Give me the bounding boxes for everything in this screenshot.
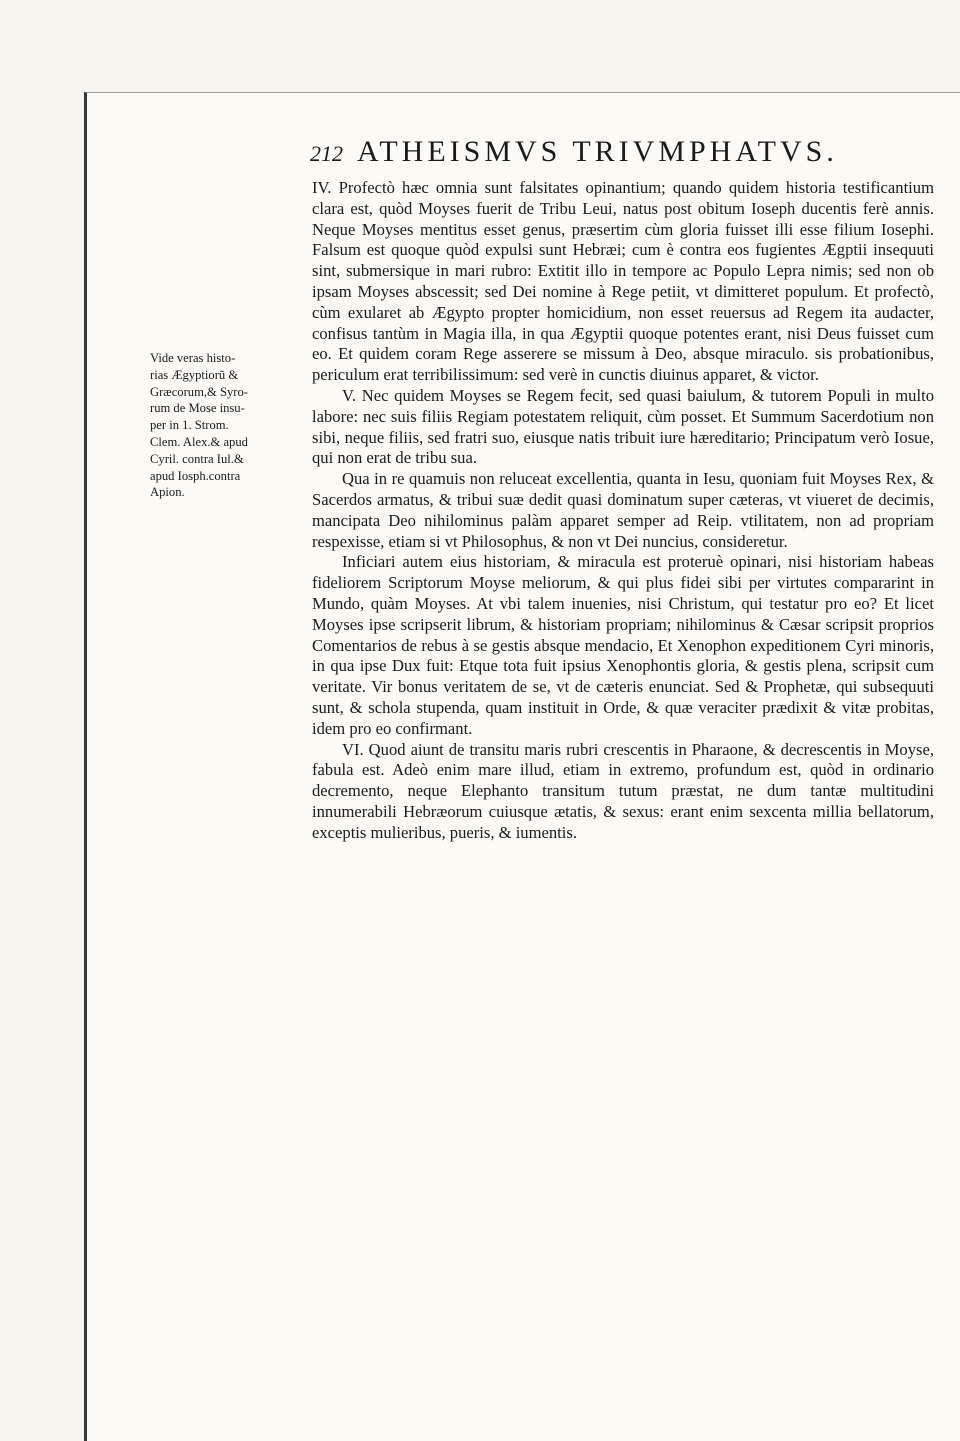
marginal-note-line: rias Ægyptiorũ & bbox=[150, 367, 239, 382]
marginal-note-line: Vide veras histo- bbox=[150, 351, 236, 365]
marginal-note-line: apud Iosph.contra bbox=[150, 468, 241, 483]
page-header bbox=[310, 135, 930, 175]
page-number: 212 bbox=[310, 141, 343, 166]
marginal-note-line: Apion. bbox=[150, 485, 185, 500]
marginal-note-line: rum de Mose insu- bbox=[150, 401, 245, 416]
paragraph-vi: VI. Quod aiunt de transitu maris rubri crescentis in Pharaone, & decrescentis in Moyse, fabula est. Adeò enim mare illud, etiam in extremo, profundum est, quòd in ordinario decremento, neque Elephanto transitum tutum præstat, ne dum tantæ multitudini innumerabili Hebræorum cuiusque ætatis, & sexus: erant enim sexcenta millia bellatorum, exceptis mulieribus, pueris, & iumentis. bbox=[312, 739, 934, 842]
running-title: ATHEISMVS TRIVMPHATVS. bbox=[357, 135, 838, 168]
paragraph: Qua in re quamuis non reluceat excellentia, quanta in Iesu, quoniam fuit Moyses Rex, & Sacerdos armatus, & tribui suæ dedit quasi dominatum super cæteras, vt viueret de decimis, mancipata Deo nihilominus palàm apparet semper ad Reip. vtilitatem, non ad propriam respexisse, etiam si vt Philosophus, & non vt Dei nuncius, consideretur. bbox=[312, 469, 934, 551]
marginal-note-line: Cyril. contra Iul.& bbox=[150, 451, 244, 466]
paragraph-iv: IV. Profectò hæc omnia sunt falsitates opinantium; quando quidem historia testificantium clara est, quòd Moyses fuerit de Tribu Leui, natus post obitum Ioseph ducentis ferè annis. Neque Moyses mentitus esset genus, præsertim cùm gloria fuisset illi esse filium Iosephi. Falsum est quoque quòd expulsi sunt Hebræi; cum è contra eos fugientes Ægptii insequuti sint, submersique in mari rubro: Extitit illo in tempore ac Populo Lepra nimis; sed non ob ipsam Moyses abscessit; sed Dei nomine à Rege petiit, vt dimitteret populum. Et profectò, cùm exularet ab Ægypto propter homicidium, non esset reuersus ad Regem ita audacter, confisus tantùm in Magia illa, in qua Ægyptii quoque potentes erant, nisi Deus fuisset cum eo. Et quidem coram Rege asserere se missum à Deo, absque miraculo. sis probationibus, periculum erat terribilissimum: sed verè in cunctis diuinus apparet, & victor. bbox=[312, 178, 934, 385]
paragraph-v: V. Nec quidem Moyses se Regem fecit, sed quasi baiulum, & tutorem Populi in multo labore: nec suis filiis Regiam potestatem reliquit, cùm posset. Et Summum Sacerdotium non sibi, neque filiis, sed fratri suo, eiusque natis tribuit iure hæreditario; Principatum verò Iosue, qui non erat de tribu sua. bbox=[312, 385, 934, 468]
marginal-note-line: Clem. Alex.& apud bbox=[150, 434, 248, 449]
marginal-note bbox=[150, 350, 308, 501]
body-text bbox=[312, 178, 934, 844]
marginal-note-line: per in 1. Strom. bbox=[150, 418, 229, 433]
marginal-note-line: Græcorum,& Syro- bbox=[150, 384, 248, 399]
paragraph: Inficiari autem eius historiam, & miracula est proteruè opinari, nisi historiam habeas fideliorem Scriptorum Moyse meliorum, & qui plus fidei sibi per virtutes compararint in Mundo, quàm Moyses. At vbi talem inuenies, nisi Christum, qui testatur pro eo? Et licet Moyses ipse scripserit librum, & historiam propriam; nihilominus & Cæsar scripsit proprios Comentarios de rebus à se gestis absque mendacio, Et Xenophon expeditionem Cyri minoris, in qua ipse Dux fuit: Etque tota fuit ipsius Xenophontis gloria, & gestis plena, scripsit cum veritate. Vir bonus veritatem de se, vt de cæteris enunciat. Sed & Prophetæ, qui subsequuti sunt, & schola stupenda, quam instituit in Orde, & quæ veraciter prædixit & vitæ probitas, idem pro eo confirmant. bbox=[312, 552, 934, 738]
